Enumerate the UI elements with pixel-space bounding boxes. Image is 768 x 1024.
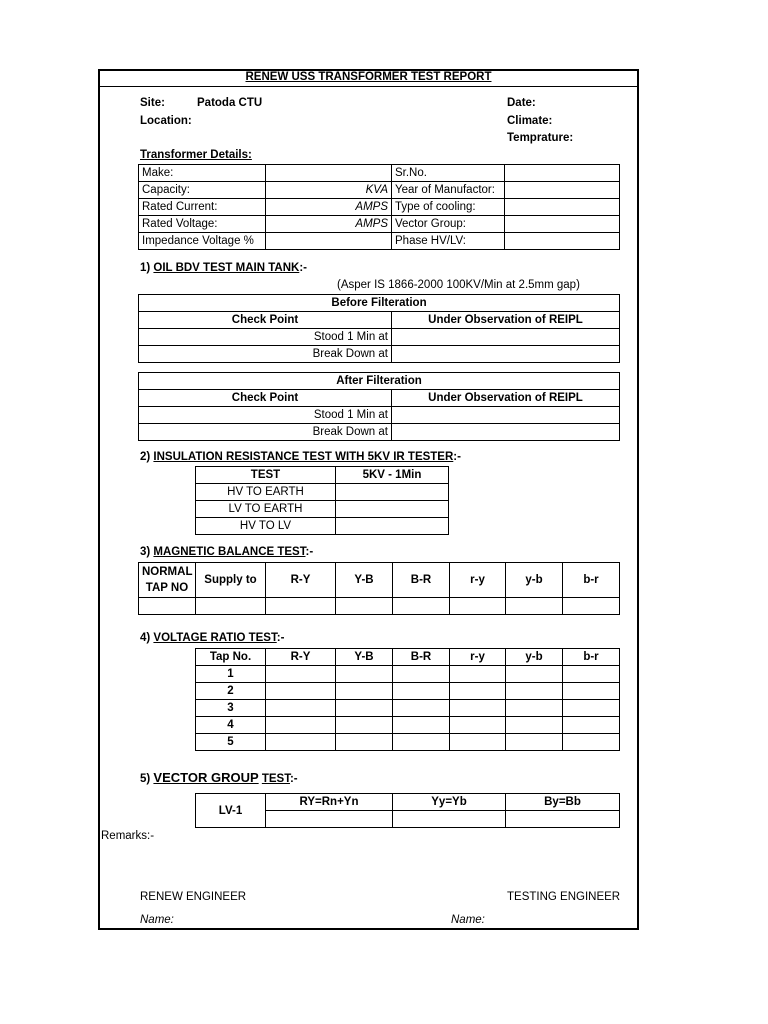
observation-header: Under Observation of REIPL xyxy=(392,390,620,407)
year-label: Year of Manufactor: xyxy=(392,182,505,199)
ir-row-label: LV TO EARTH xyxy=(196,501,336,518)
transformer-details-heading: Transformer Details: xyxy=(140,149,252,161)
tap-number: 3 xyxy=(196,700,266,717)
tap-number: 5 xyxy=(196,734,266,751)
phase-label: Phase HV/LV: xyxy=(392,233,505,250)
cell[interactable] xyxy=(563,683,620,700)
date-label: Date: xyxy=(507,97,536,109)
col-header: r-y xyxy=(450,649,506,666)
bdv-note: (Asper IS 1866-2000 100KV/Min at 2.5mm gap) xyxy=(337,279,580,291)
ratio-suffix: :- xyxy=(276,632,285,644)
cell[interactable] xyxy=(563,598,620,615)
col-header: Y-B xyxy=(336,649,393,666)
table-row xyxy=(139,373,620,390)
table-row xyxy=(196,794,620,811)
vector-group-label: Vector Group: xyxy=(392,216,505,233)
table-row xyxy=(196,501,449,518)
table-row xyxy=(196,518,449,535)
tap-number: 2 xyxy=(196,683,266,700)
cell[interactable] xyxy=(506,666,563,683)
cell[interactable] xyxy=(506,734,563,751)
table-row xyxy=(139,182,620,199)
cell[interactable] xyxy=(506,700,563,717)
ir-row-label: HV TO LV xyxy=(196,518,336,535)
ratio-number: 4) xyxy=(140,632,154,644)
normal-label: NORMAL xyxy=(142,566,193,578)
phase-value[interactable] xyxy=(505,233,620,250)
vector-test: TEST xyxy=(261,773,290,785)
cell[interactable] xyxy=(450,734,506,751)
renew-engineer-label: RENEW ENGINEER xyxy=(140,891,247,903)
table-row xyxy=(139,216,620,233)
rated-voltage-label: Rated Voltage: xyxy=(139,216,266,233)
cell[interactable] xyxy=(506,683,563,700)
ir-heading xyxy=(140,451,461,463)
cell[interactable] xyxy=(450,700,506,717)
ir-suffix: :- xyxy=(453,451,461,463)
cell[interactable] xyxy=(393,700,450,717)
cell[interactable] xyxy=(336,717,393,734)
lv-1-label: LV-1 xyxy=(196,794,266,828)
table-row xyxy=(139,165,620,182)
vector-heading xyxy=(140,770,298,785)
breakdown-label: Break Down at xyxy=(139,346,392,363)
cell[interactable] xyxy=(266,598,336,615)
col-header: By=Bb xyxy=(506,794,620,811)
ratio-title: VOLTAGE RATIO TEST xyxy=(153,632,277,644)
impedance-label: Impedance Voltage % xyxy=(139,233,266,250)
magnetic-suffix: :- xyxy=(305,546,314,558)
cell[interactable] xyxy=(266,666,336,683)
cooling-label: Type of cooling: xyxy=(392,199,505,216)
cell[interactable] xyxy=(393,683,450,700)
cell[interactable] xyxy=(266,683,336,700)
table-row xyxy=(139,598,620,615)
breakdown-value[interactable] xyxy=(392,424,620,441)
col-header: B-R xyxy=(393,563,450,598)
testing-name-label: Name: xyxy=(451,914,485,926)
stood-value[interactable] xyxy=(392,329,620,346)
cooling-value[interactable] xyxy=(505,199,620,216)
table-row xyxy=(196,467,449,484)
bdv-after-table xyxy=(138,372,620,441)
table-row xyxy=(196,734,620,751)
cell[interactable] xyxy=(450,666,506,683)
cell[interactable] xyxy=(336,700,393,717)
remarks-label: Remarks:- xyxy=(101,830,155,842)
cell[interactable] xyxy=(563,666,620,683)
vector-table xyxy=(195,793,620,828)
ir-title: INSULATION RESISTANCE TEST WITH 5KV IR TESTER xyxy=(153,451,454,463)
cell[interactable] xyxy=(393,666,450,683)
ir-row-value[interactable] xyxy=(336,484,449,501)
site-label: Site: xyxy=(140,97,165,109)
table-row xyxy=(139,563,620,598)
cell[interactable] xyxy=(266,717,336,734)
bdv-title: OIL BDV TEST MAIN TANK xyxy=(153,262,300,274)
table-row xyxy=(196,666,620,683)
table-row xyxy=(139,407,620,424)
col-header: r-y xyxy=(450,563,506,598)
check-point-header: Check Point xyxy=(139,312,392,329)
normal-tap-header xyxy=(139,563,196,598)
make-value[interactable] xyxy=(266,165,392,182)
capacity-label: Capacity: xyxy=(139,182,266,199)
cell[interactable] xyxy=(563,700,620,717)
cell[interactable] xyxy=(393,811,506,828)
vector-title: VECTOR GROUP xyxy=(153,770,259,785)
col-header: b-r xyxy=(563,563,620,598)
cell[interactable] xyxy=(393,717,450,734)
check-point-header: Check Point xyxy=(139,390,392,407)
magnetic-heading xyxy=(140,546,313,558)
cell[interactable] xyxy=(336,683,393,700)
stood-label: Stood 1 Min at xyxy=(139,407,392,424)
climate-label: Climate: xyxy=(507,115,553,127)
report-title: RENEW USS TRANSFORMER TEST REPORT xyxy=(245,71,492,83)
ratio-table xyxy=(195,648,620,751)
ir-row-label: HV TO EARTH xyxy=(196,484,336,501)
magnetic-table xyxy=(138,562,620,615)
bdv-heading xyxy=(140,262,307,274)
temperature-label: Temprature: xyxy=(507,132,574,144)
cell[interactable] xyxy=(393,598,450,615)
ir-number: 2) xyxy=(140,451,154,463)
tap-no-label: TAP NO xyxy=(145,582,189,594)
cell[interactable] xyxy=(336,666,393,683)
renew-name-label: Name: xyxy=(140,914,174,926)
serial-label: Sr.No. xyxy=(392,165,505,182)
col-header: b-r xyxy=(563,649,620,666)
tap-number: 4 xyxy=(196,717,266,734)
testing-engineer-label: TESTING ENGINEER xyxy=(507,891,621,903)
cell[interactable] xyxy=(266,811,393,828)
cell[interactable] xyxy=(450,717,506,734)
ir-row-value[interactable] xyxy=(336,518,449,535)
supply-to-header: Supply to xyxy=(196,563,266,598)
cell[interactable] xyxy=(563,734,620,751)
table-row xyxy=(139,233,620,250)
table-row xyxy=(196,649,620,666)
ir-row-value[interactable] xyxy=(336,501,449,518)
ir-table xyxy=(195,466,449,535)
stood-label: Stood 1 Min at xyxy=(139,329,392,346)
year-value[interactable] xyxy=(505,182,620,199)
col-header: Y-B xyxy=(336,563,393,598)
table-row xyxy=(139,390,620,407)
stood-value[interactable] xyxy=(392,407,620,424)
after-filteration-header: After Filteration xyxy=(139,373,620,390)
serial-value[interactable] xyxy=(505,165,620,182)
col-header: Yy=Yb xyxy=(393,794,506,811)
magnetic-title: MAGNETIC BALANCE TEST xyxy=(153,546,306,558)
capacity-value[interactable]: KVA xyxy=(266,182,392,199)
vector-suffix: :- xyxy=(289,773,298,785)
cell[interactable] xyxy=(450,598,506,615)
cell[interactable] xyxy=(336,734,393,751)
table-row xyxy=(196,484,449,501)
table-row xyxy=(139,329,620,346)
rated-voltage-value[interactable]: AMPS xyxy=(266,216,392,233)
col-header: R-Y xyxy=(266,563,336,598)
table-row xyxy=(139,199,620,216)
col-header: y-b xyxy=(506,649,563,666)
col-header: B-R xyxy=(393,649,450,666)
cell[interactable] xyxy=(266,734,336,751)
title-divider xyxy=(98,86,639,87)
ir-test-header: TEST xyxy=(196,467,336,484)
magnetic-number: 3) xyxy=(140,546,154,558)
cell[interactable] xyxy=(450,683,506,700)
cell[interactable] xyxy=(506,811,620,828)
cell[interactable] xyxy=(336,598,393,615)
cell[interactable] xyxy=(196,598,266,615)
make-label: Make: xyxy=(139,165,266,182)
table-row xyxy=(196,700,620,717)
cell[interactable] xyxy=(506,598,563,615)
table-row xyxy=(196,683,620,700)
table-row xyxy=(196,717,620,734)
bdv-suffix: :- xyxy=(299,262,307,274)
cell[interactable] xyxy=(506,717,563,734)
rated-current-value[interactable]: AMPS xyxy=(266,199,392,216)
tap-no-header: Tap No. xyxy=(196,649,266,666)
transformer-details-table xyxy=(138,164,620,250)
ratio-heading xyxy=(140,632,284,644)
col-header: R-Y xyxy=(266,649,336,666)
impedance-value[interactable] xyxy=(266,233,392,250)
cell[interactable] xyxy=(266,700,336,717)
table-row xyxy=(139,295,620,312)
table-row xyxy=(139,312,620,329)
vector-number: 5) xyxy=(140,773,154,785)
site-value: Patoda CTU xyxy=(197,97,263,109)
rated-current-label: Rated Current: xyxy=(139,199,266,216)
breakdown-label: Break Down at xyxy=(139,424,392,441)
table-row xyxy=(139,424,620,441)
cell[interactable] xyxy=(563,717,620,734)
location-label: Location: xyxy=(140,115,192,127)
bdv-number: 1) xyxy=(140,262,154,274)
vector-group-value[interactable] xyxy=(505,216,620,233)
col-header: y-b xyxy=(506,563,563,598)
tap-number: 1 xyxy=(196,666,266,683)
cell[interactable] xyxy=(139,598,196,615)
col-header: RY=Rn+Yn xyxy=(266,794,393,811)
cell[interactable] xyxy=(393,734,450,751)
before-filteration-header: Before Filteration xyxy=(139,295,620,312)
breakdown-value[interactable] xyxy=(392,346,620,363)
observation-header: Under Observation of REIPL xyxy=(392,312,620,329)
table-row xyxy=(139,346,620,363)
ir-value-header: 5KV - 1Min xyxy=(336,467,449,484)
bdv-before-table xyxy=(138,294,620,363)
